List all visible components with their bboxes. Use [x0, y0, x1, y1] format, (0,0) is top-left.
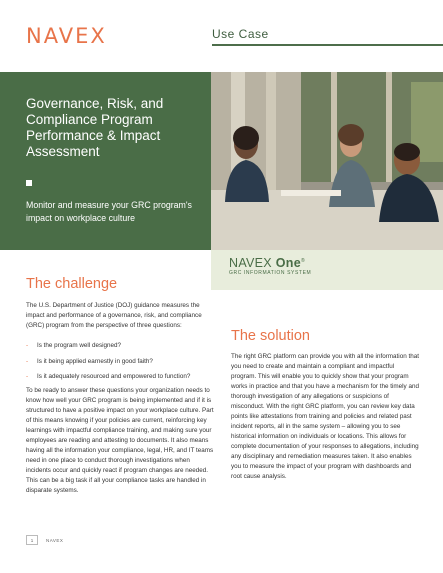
square-bullet-icon	[26, 180, 32, 186]
product-name-prefix: NAVEX	[229, 256, 272, 270]
product-name-suffix: One	[275, 256, 301, 270]
list-item: - Is the program well designed?	[26, 341, 212, 351]
solution-heading: The solution	[231, 328, 310, 344]
product-logo	[229, 256, 305, 270]
meeting-photo-illustration	[211, 72, 443, 250]
meeting-photo	[211, 72, 443, 250]
header	[0, 0, 443, 70]
product-tagline: GRC INFORMATION SYSTEM	[229, 270, 312, 276]
challenge-intro: The U.S. Department of Justice (DOJ) guidance measures the impact and performance of a governance, risk, and compliance (GRC) program from the perspective of three questions:	[26, 302, 202, 329]
solution-body: The right GRC platform can provide you with all the information that you need to create and maintain a compliant and impactful program. This will enable you to quickly show that your program works in practice and that you have a mechanism for the timely and thorough investigation of any allegations or suspicions of misconduct. With the right GRC platform, you can review key data points like attestations from training and policies and related past incident reports, all in the same system – allowing you to see historical information on individuals or locations. This allows for complete documentation of your responses to allegations, including any disciplinary and remediation measures taken. It also enables you to measure the impact of your program with dashboards and root cause analysis.	[231, 353, 419, 480]
page-title: Governance, Risk, and Compliance Program Performance & Impact Assessment	[26, 96, 164, 159]
list-item: - Is it being applied earnestly in good faith?	[26, 357, 212, 367]
document-type-label: Use Case	[212, 27, 269, 41]
list-item: - Is it adequately resourced and empowered to function?	[26, 372, 212, 382]
question-list	[26, 341, 212, 388]
page-subtitle: Monitor and measure your GRC program's impact on workplace culture	[26, 200, 192, 223]
challenge-heading: The challenge	[26, 276, 118, 292]
navex-logo: NAVEX	[26, 24, 107, 48]
brand-band	[211, 250, 443, 290]
header-divider	[212, 44, 443, 46]
page-number: 1	[26, 535, 38, 545]
challenge-body: To be ready to answer these questions your organization needs to know how well your GRC program is being implemented and if it is structured to have a positive impact on your workplace culture. Part of this means knowing if your policies are current, reinforcing key learnings with impactful compliance training, and making sure your employees are reading and attesting to documents. It also means having all the information your compliance, legal, HR, and IT teams need in one place to conduct thorough investigations when incidents occur and quickly react if program changes are needed. This can be a big task if all your compliance tasks are handled in disparate systems.	[26, 387, 214, 494]
trademark-symbol: ®	[300, 257, 305, 264]
footer-brand: NAVEX	[46, 538, 64, 543]
